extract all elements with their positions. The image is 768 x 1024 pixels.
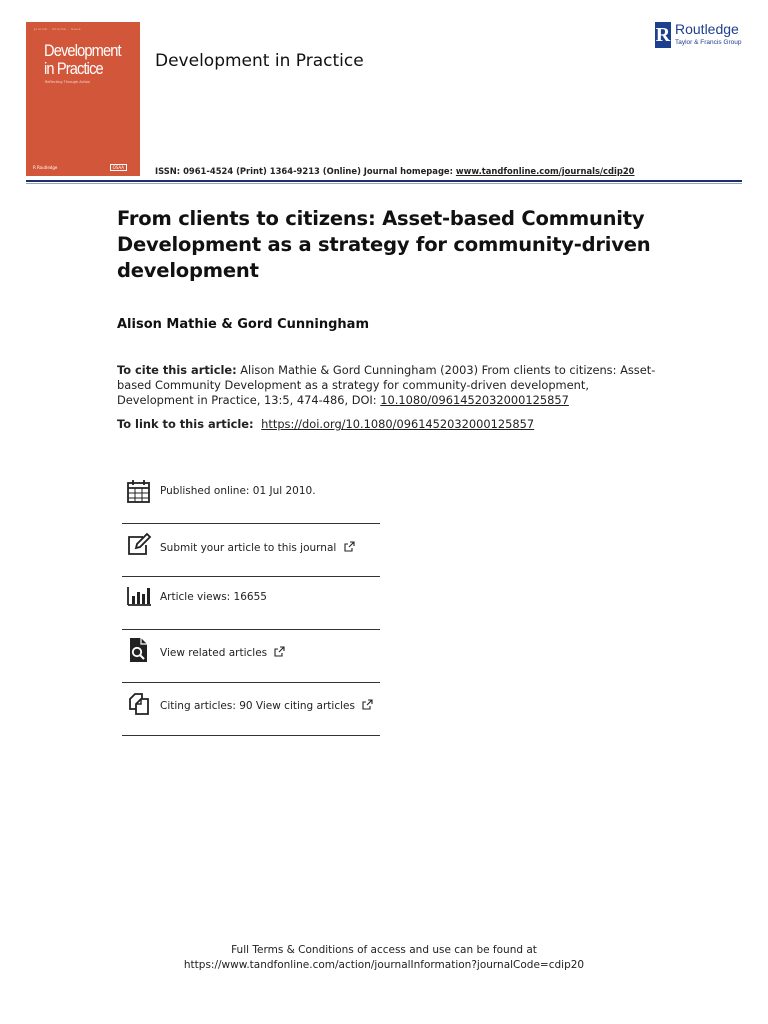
doi-link[interactable]: 10.1080/0961452032000125857	[380, 393, 569, 407]
divider	[122, 682, 380, 683]
citing-articles-link[interactable]	[160, 699, 373, 712]
cover-title	[44, 42, 127, 78]
citation-label: To cite this article:	[117, 363, 237, 377]
footer-terms-url[interactable]: https://www.tandfonline.com/action/journalInformation?journalCode=cdip20	[183, 959, 585, 971]
citing-articles-item[interactable]	[122, 690, 380, 730]
article-doi-url[interactable]: https://doi.org/10.1080/0961452032000125857	[261, 417, 535, 431]
divider	[122, 629, 380, 630]
bar-chart-icon	[126, 584, 152, 610]
journal-cover	[26, 22, 140, 176]
divider	[122, 735, 380, 736]
routledge-logo-mark: R	[655, 24, 671, 46]
external-link-icon	[344, 541, 355, 552]
article-authors: Alison Mathie & Gord Cunningham	[117, 317, 370, 332]
cover-title-line1: Development	[44, 41, 121, 60]
citing-articles-text: Citing articles: 90 View citing articles	[160, 700, 355, 712]
calendar-icon	[126, 478, 152, 504]
cover-publisher-left: R Routledge	[33, 165, 58, 170]
citation-text: Alison Mathie & Gord Cunningham (2003) From clients to citizens: Asset-based Community Development as a strategy for community-driven development, Development in Practice, 13:5, 474-486, DOI:	[117, 363, 656, 407]
submit-article-text: Submit your article to this journal	[160, 542, 337, 554]
article-views-item	[122, 584, 380, 624]
cover-top-text: Journal · Volume · Issue	[34, 27, 82, 31]
divider	[122, 523, 380, 524]
submit-article-item[interactable]	[122, 532, 380, 572]
footer-line1: Full Terms & Conditions of access and use can be found at	[231, 944, 537, 956]
article-views-text: Article views: 16655	[160, 591, 267, 603]
routledge-logo[interactable]	[653, 20, 753, 50]
article-link-line	[117, 417, 534, 431]
cover-subtitle: Reflecting Through Action	[45, 80, 91, 84]
external-link-icon	[274, 646, 285, 657]
article-title: From clients to citizens: Asset-based Community Development as a strategy for community-driven development	[117, 207, 651, 282]
header-rule-thin	[26, 183, 742, 184]
footer-terms	[0, 943, 768, 973]
journal-name: Development in Practice	[155, 51, 364, 71]
published-online-item	[122, 478, 380, 518]
published-online-text: Published online: 01 Jul 2010.	[160, 485, 316, 497]
cover-publisher-right: OSAA	[110, 164, 127, 171]
routledge-logo-tagline: Taylor & Francis Group	[675, 39, 742, 46]
related-articles-item[interactable]	[122, 637, 380, 677]
search-document-icon	[126, 637, 152, 663]
external-link-icon	[362, 699, 373, 710]
issn-line	[155, 166, 635, 176]
routledge-logo-name: Routledge	[675, 21, 739, 37]
related-articles-link[interactable]	[160, 646, 285, 659]
citation-block	[117, 363, 657, 408]
related-articles-text: View related articles	[160, 647, 268, 659]
citing-articles-icon	[126, 690, 152, 716]
header-rule	[26, 180, 742, 182]
link-label: To link to this article:	[117, 417, 254, 431]
edit-icon	[126, 532, 152, 558]
submit-article-link[interactable]	[160, 541, 355, 554]
journal-homepage-link[interactable]: www.tandfonline.com/journals/cdip20	[455, 166, 635, 176]
divider	[122, 576, 380, 577]
issn-text: ISSN: 0961-4524 (Print) 1364-9213 (Online) Journal homepage:	[155, 166, 456, 176]
cover-title-line2: in Practice	[44, 59, 103, 78]
